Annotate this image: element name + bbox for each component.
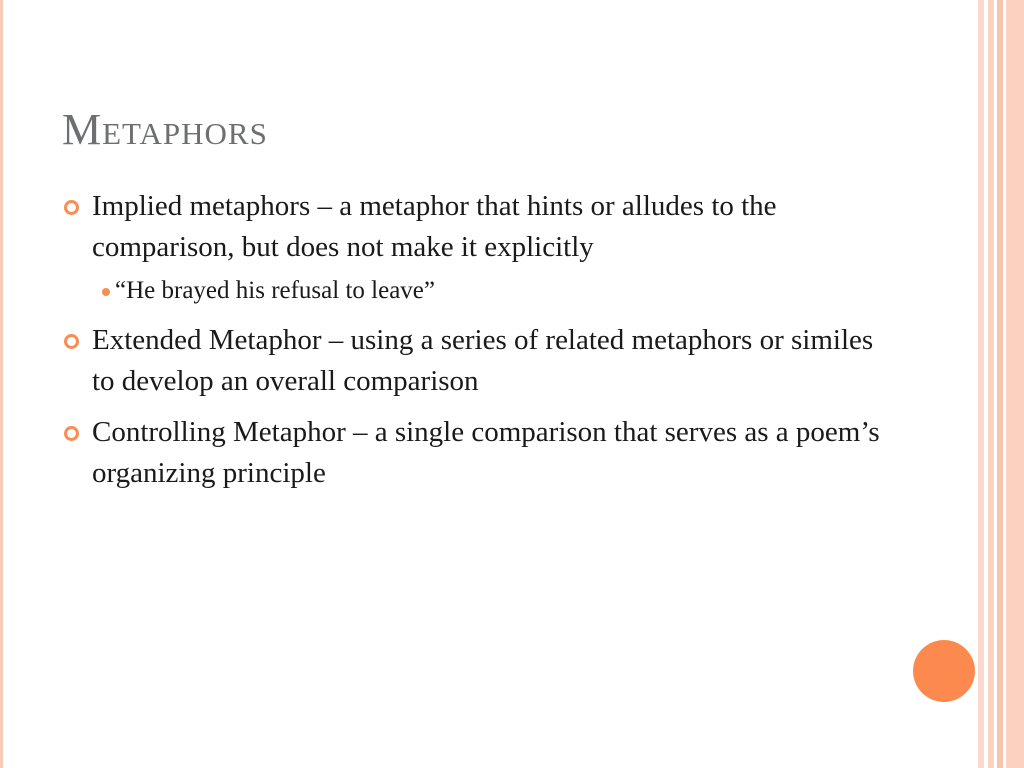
hollow-circle-bullet-icon (64, 334, 79, 349)
bullet-text: Controlling Metaphor – a single comparison that serves as a poem’s organizing principle (92, 416, 880, 489)
slide-title: Metaphors (62, 105, 268, 154)
bullet-item-controlling (62, 412, 882, 494)
bullet-text: Implied metaphors – a metaphor that hints or alludes to the comparison, but does not make it explicitly (92, 190, 777, 263)
hollow-circle-bullet-icon (64, 200, 79, 215)
bullet-list (62, 186, 882, 504)
decorative-stripe (1006, 0, 1024, 768)
orange-circle-icon (913, 640, 975, 702)
hollow-circle-bullet-icon (64, 426, 79, 441)
bullet-text: Extended Metaphor – using a series of related metaphors or similes to develop an overall comparison (92, 324, 874, 397)
filled-dot-bullet-icon (102, 288, 110, 296)
bullet-item-extended (62, 320, 882, 402)
sub-bullet-item-example (92, 274, 882, 308)
bullet-item-implied (62, 186, 882, 268)
sub-bullet-text: “He brayed his refusal to leave” (115, 277, 435, 304)
left-border-line (0, 0, 3, 768)
